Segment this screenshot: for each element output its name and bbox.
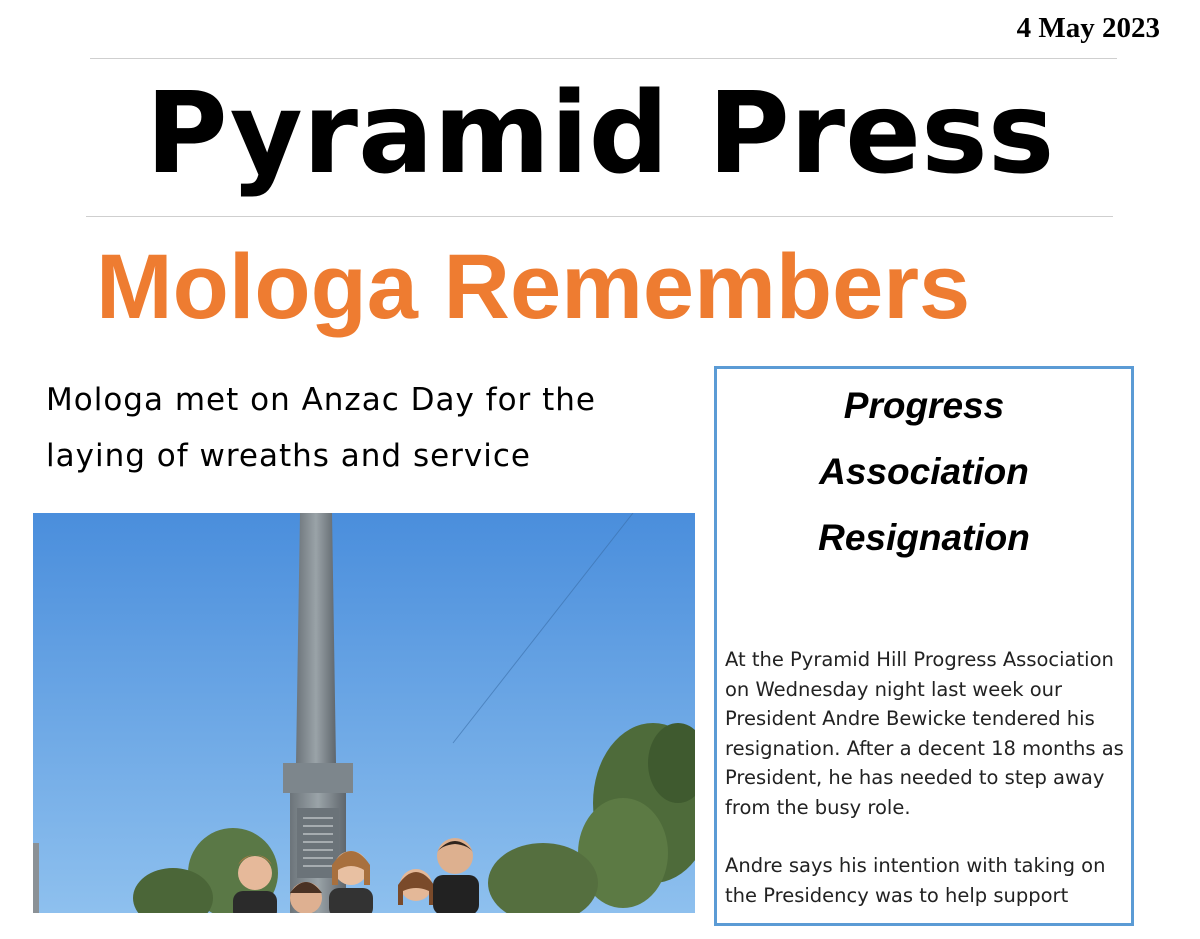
memorial-photo-illustration: [33, 513, 695, 913]
anzac-day-photo: [33, 513, 695, 913]
sidebar-paragraph: At the Pyramid Hill Progress Association on Wednesday night last week our President Andre Bewicke tendered his resignation. After a decent 18 months as President, he has needed to step away from the busy role.: [725, 648, 1124, 819]
progress-association-sidebar: [714, 366, 1134, 926]
masthead-top-rule: [90, 58, 1117, 59]
article-headline: Mologa Remembers: [96, 236, 971, 338]
masthead-bottom-rule: [86, 216, 1113, 217]
masthead-title: Pyramid Press: [145, 69, 1055, 199]
sidebar-paragraph: Andre says his intention with taking on the Presidency was to help support: [725, 854, 1106, 907]
article-lede: Mologa met on Anzac Day for the laying of wreaths and service: [46, 382, 597, 474]
sidebar-title-line: Progress: [843, 385, 1005, 426]
sidebar-title-line: Association: [819, 451, 1029, 492]
issue-date: 4 May 2023: [1016, 12, 1160, 44]
sidebar-title: [717, 373, 1131, 571]
sidebar-title-line: Resignation: [818, 517, 1030, 558]
sidebar-body: [725, 645, 1129, 939]
